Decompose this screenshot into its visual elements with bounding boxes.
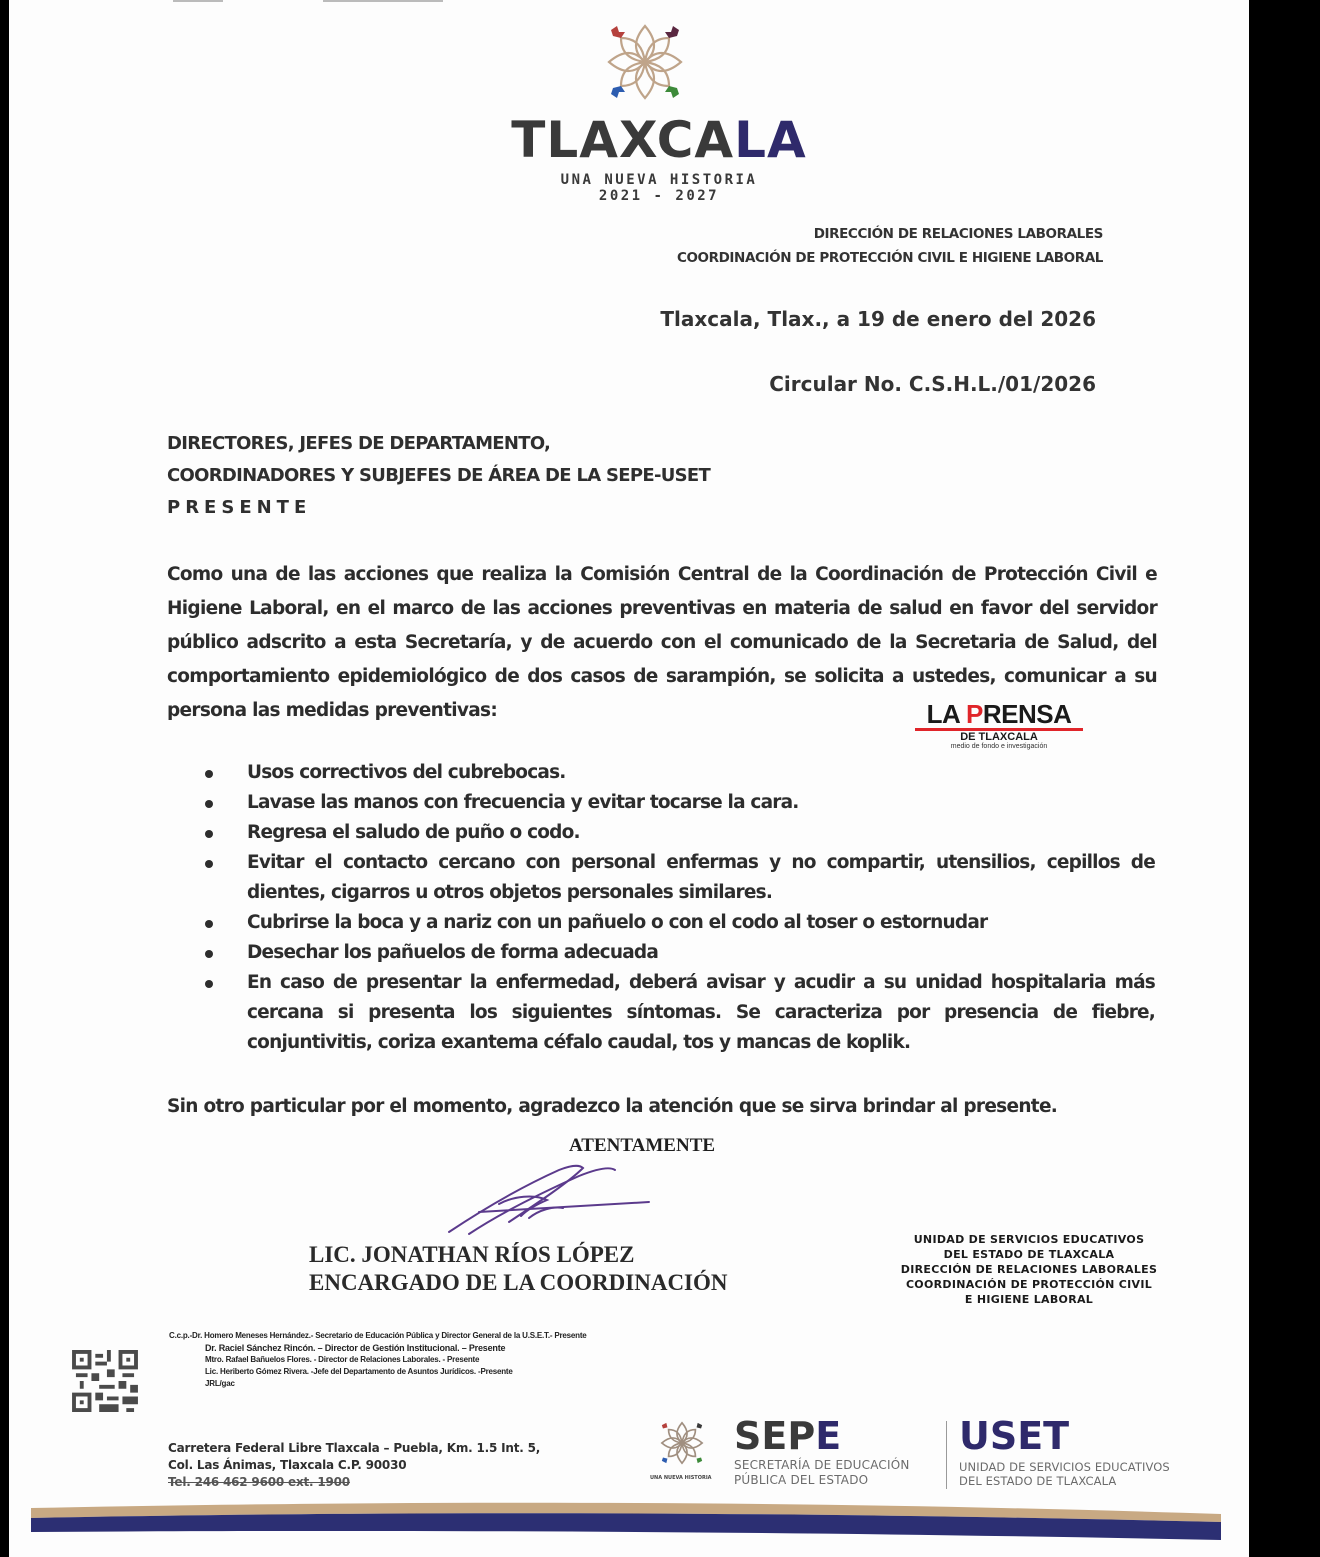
bullet-icon — [205, 980, 213, 988]
footer-band — [31, 1500, 1221, 1540]
tlaxcala-flower-logo-icon — [595, 12, 695, 112]
sepe-flower-logo-icon — [654, 1415, 710, 1471]
uset-subtitle: UNIDAD DE SERVICIOS EDUCATIVOS DEL ESTADO DE TLAXCALA — [959, 1460, 1170, 1488]
coordination-heading: COORDINACIÓN DE PROTECCIÓN CIVIL E HIGIENE LABORAL — [676, 250, 1103, 266]
signer-name: LIC. JONATHAN RÍOS LÓPEZ — [309, 1242, 635, 1267]
official-stamp: UNIDAD DE SERVICIOS EDUCATIVOS DEL ESTADO DE TLAXCALA DIRECCIÓN DE RELACIONES LABORALES COORDINACIÓN DE PROTECCIÓN CIVIL E HIGIENE LABORAL — [900, 1233, 1158, 1306]
circular-number: Circular No. C.S.H.L./01/2026 — [769, 372, 1096, 396]
preventive-measures-list — [205, 758, 1155, 1058]
list-item: Lavase las manos con frecuencia y evitar tocarse la cara. — [205, 788, 1155, 818]
document-page — [9, 0, 1249, 1557]
list-item: Regresa el saludo de puño o codo. — [205, 818, 1155, 848]
footer-divider — [946, 1421, 947, 1489]
list-item: En caso de presentar la enfermedad, deberá avisar y acudir a su unidad hospitalaria más cercana si presenta los siguientes síntomas. Se caracteriza por presencia de fiebre, conjuntivitis, coriza exantema céfalo caudal, tos y mancas de koplik. — [205, 968, 1155, 1058]
tlaxcala-wordmark: TLAXCALA — [511, 111, 807, 169]
list-item: Desechar los pañuelos de forma adecuada — [205, 938, 1155, 968]
list-item: Evitar el contacto cercano con personal enfermas y no compartir, utensilios, cepillos de dientes, cigarros u otros objetos personales similares. — [205, 848, 1155, 908]
list-item: Usos correctivos del cubrebocas. — [205, 758, 1155, 788]
address-block: Carretera Federal Libre Tlaxcala – Puebla, Km. 1.5 Int. 5, Col. Las Ánimas, Tlaxcala C.P. 90030 Tel. 246 462 9600 ext. 1900 — [168, 1441, 541, 1489]
bullet-icon — [205, 770, 213, 778]
recipients-line-2: COORDINADORES Y SUBJEFES DE ÁREA DE LA SEPE-USET — [167, 465, 711, 486]
greeting: PRESENTE — [167, 497, 312, 518]
logo-tagline: UNA NUEVA HISTORIA 2021 - 2027 — [560, 172, 758, 204]
bullet-icon — [205, 860, 213, 868]
list-item: Cubrirse la boca y a nariz con un pañuelo o con el codo al toser o estornudar — [205, 908, 1155, 938]
top-edge-marks — [173, 0, 453, 2]
body-paragraph: Como una de las acciones que realiza la Comisión Central de la Coordinación de Protección Civil e Higiene Laboral, en el marco de las acciones preventivas en materia de salud en favor del servidor público adscrito a esta Secretaría, y de acuerdo con el comunicado de la Secretaria de Salud, del comportamiento epidemiológico de dos casos de sarampión, se solicita a ustedes, comunicar a su persona las medidas preventivas: — [167, 564, 1157, 721]
uset-wordmark: USET — [959, 1414, 1070, 1458]
qr-code-icon — [71, 1350, 139, 1412]
salutation: ATENTAMENTE — [569, 1135, 716, 1156]
bullet-icon — [205, 950, 213, 958]
bullet-icon — [205, 800, 213, 808]
dateline: Tlaxcala, Tlax., a 19 de enero del 2026 — [660, 307, 1096, 331]
carbon-copy-list: C.c.p.-Dr. Homero Meneses Hernández.- Secretario de Educación Pública y Director General de la U.S.E.T.- Presente Dr. Raciel Sánchez Rincón. – Director de Gestión Institucional. – Presente Mtro. Rafael Bañuelos Flores. - Director de Relaciones Laborales. - Presente Lic. Heriberto Gómez Rivera. -Jefe del Departamento de Asuntos Jurídicos. -Presente JRL/gac — [169, 1331, 587, 1388]
bullet-icon — [205, 830, 213, 838]
bullet-icon — [205, 920, 213, 928]
sepe-wordmark: SEPE — [734, 1414, 842, 1458]
la-prensa-watermark: LA PRENSA DE TLAXCALA medio de fondo e investigación — [909, 700, 1089, 752]
handwritten-signature — [429, 1160, 669, 1240]
closing-sentence: Sin otro particular por el momento, agradezco la atención que se sirva brindar al presente. — [167, 1096, 1058, 1117]
footer-logos — [650, 1414, 1214, 1495]
sepe-subtitle: SECRETARÍA DE EDUCACIÓN PÚBLICA DEL ESTADO — [734, 1458, 910, 1487]
department-heading: DIRECCIÓN DE RELACIONES LABORALES — [813, 226, 1103, 242]
recipients-line-1: DIRECTORES, JEFES DE DEPARTAMENTO, — [167, 433, 551, 454]
recipients-block — [167, 428, 710, 524]
signer-title: ENCARGADO DE LA COORDINACIÓN — [309, 1270, 728, 1295]
phone-number: Tel. 246 462 9600 ext. 1900 — [168, 1475, 350, 1489]
sepe-small-tagline: UNA NUEVA HISTORIA — [650, 1475, 712, 1481]
